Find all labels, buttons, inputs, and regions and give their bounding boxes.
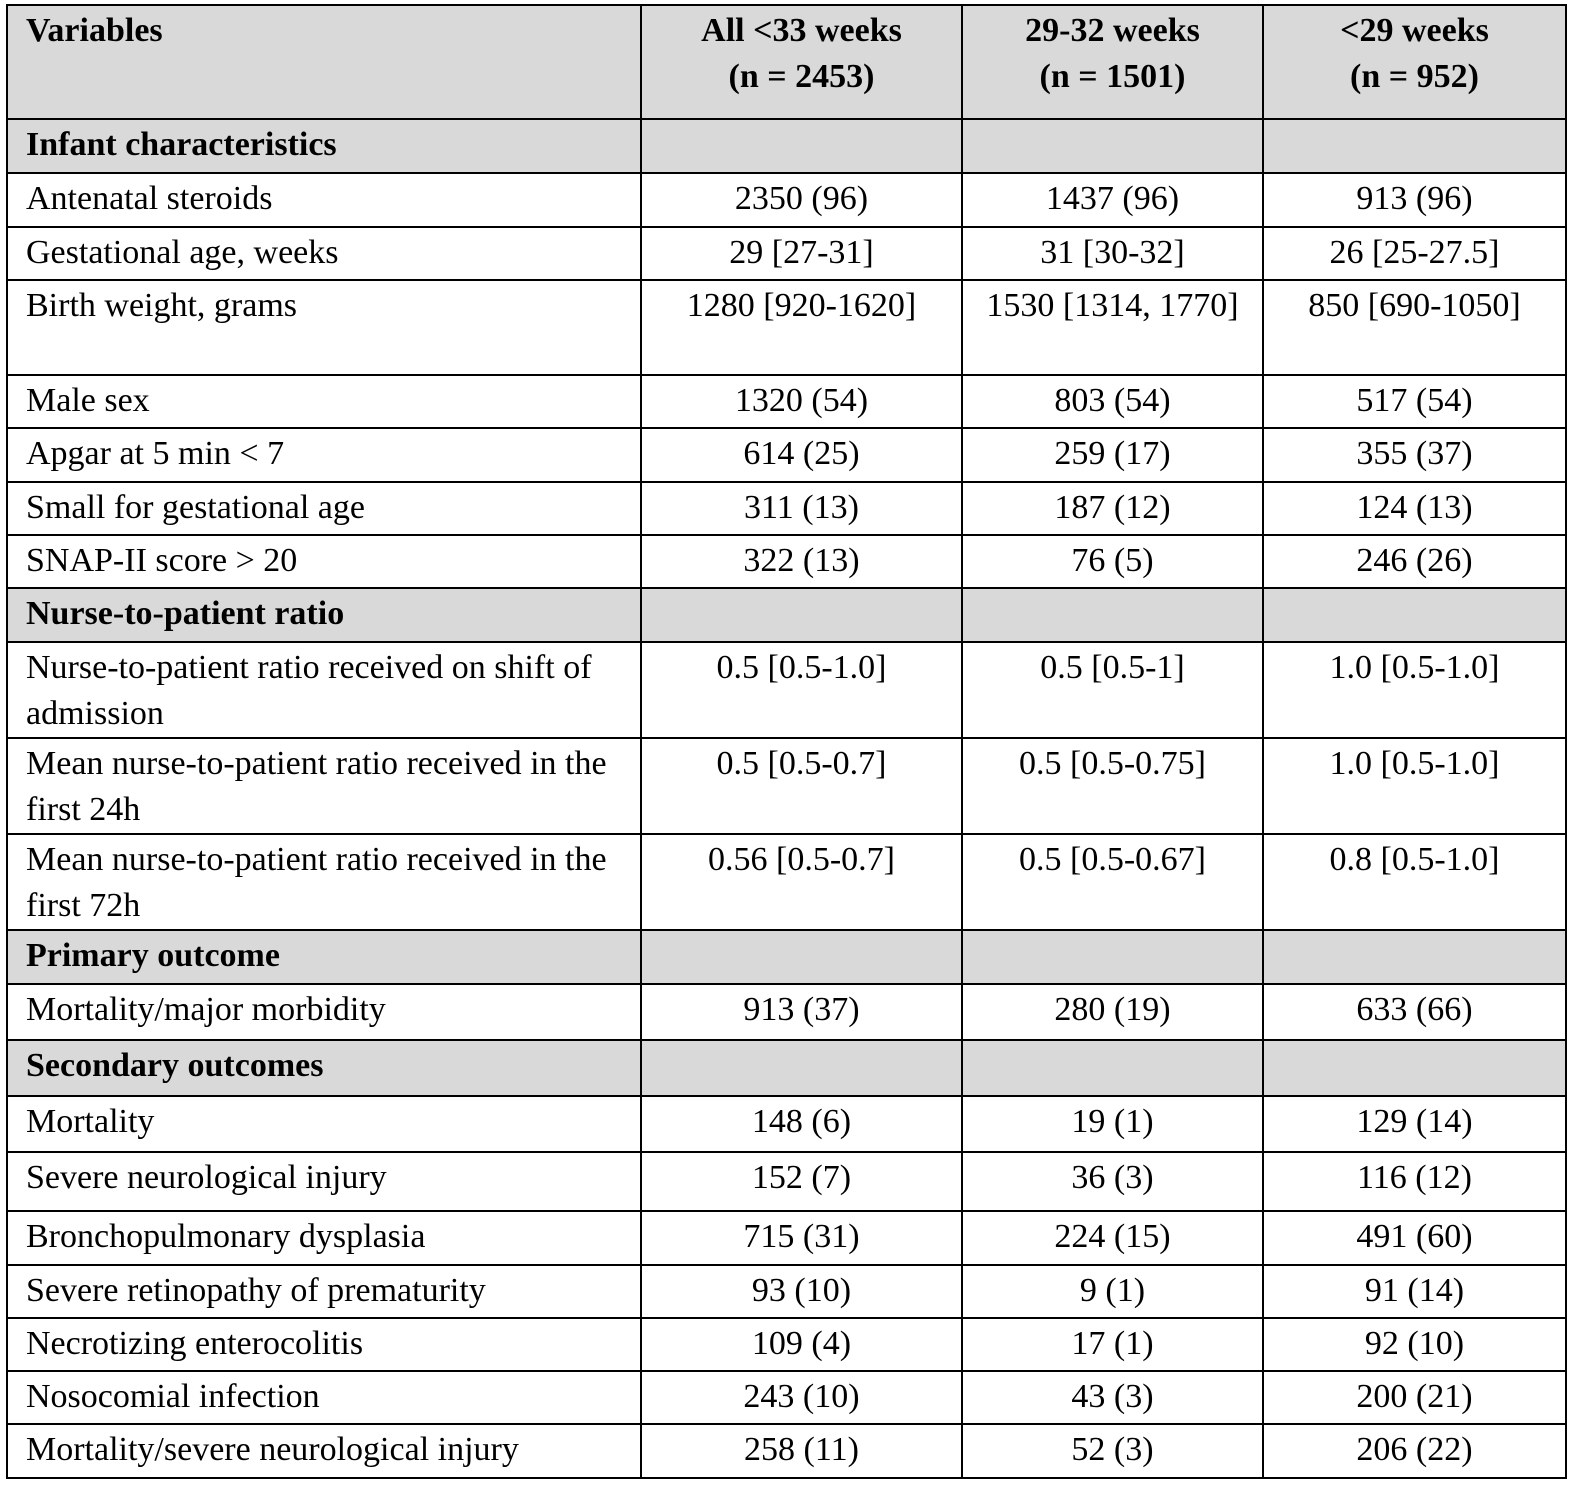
header-under-29 — [1263, 5, 1566, 119]
row-label: Mortality — [7, 1096, 641, 1152]
section-title: Secondary outcomes — [7, 1040, 641, 1096]
table-row — [7, 280, 1566, 375]
row-value: 850 [690-1050] — [1263, 280, 1566, 375]
row-value: 1280 [920-1620] — [641, 280, 962, 375]
header-29-32 — [962, 5, 1263, 119]
row-value: 187 (12) — [962, 482, 1263, 535]
row-value: 116 (12) — [1263, 1152, 1566, 1211]
header-29-32-n: (n = 1501) — [1039, 58, 1186, 95]
row-value: 148 (6) — [641, 1096, 962, 1152]
row-value: 1.0 [0.5-1.0] — [1263, 738, 1566, 834]
header-row — [7, 5, 1566, 119]
table-row — [7, 1318, 1566, 1371]
row-label: Male sex — [7, 375, 641, 428]
header-all-n: (n = 2453) — [728, 58, 875, 95]
table-row — [7, 1424, 1566, 1478]
table-row — [7, 834, 1566, 930]
table-row — [7, 1211, 1566, 1265]
row-value: 26 [25-27.5] — [1263, 227, 1566, 280]
row-value: 109 (4) — [641, 1318, 962, 1371]
row-value: 224 (15) — [962, 1211, 1263, 1265]
row-value: 129 (14) — [1263, 1096, 1566, 1152]
row-value: 0.5 [0.5-0.75] — [962, 738, 1263, 834]
row-label: Birth weight, grams — [7, 280, 641, 375]
table-row — [7, 1265, 1566, 1318]
row-value: 43 (3) — [962, 1371, 1263, 1424]
row-value: 36 (3) — [962, 1152, 1263, 1211]
row-label: Necrotizing enterocolitis — [7, 1318, 641, 1371]
row-label: Antenatal steroids — [7, 173, 641, 227]
row-label: Gestational age, weeks — [7, 227, 641, 280]
section-empty-cell — [641, 588, 962, 642]
table-body — [7, 119, 1566, 1478]
row-value: 1437 (96) — [962, 173, 1263, 227]
row-value: 17 (1) — [962, 1318, 1263, 1371]
row-value: 1.0 [0.5-1.0] — [1263, 642, 1566, 738]
row-value: 280 (19) — [962, 984, 1263, 1040]
table-row — [7, 535, 1566, 588]
data-table — [6, 4, 1567, 1479]
row-value: 0.8 [0.5-1.0] — [1263, 834, 1566, 930]
table-row — [7, 482, 1566, 535]
row-value: 124 (13) — [1263, 482, 1566, 535]
section-row — [7, 119, 1566, 173]
row-value: 311 (13) — [641, 482, 962, 535]
section-empty-cell — [1263, 588, 1566, 642]
row-value: 258 (11) — [641, 1424, 962, 1478]
header-29-32-label: 29-32 weeks — [1025, 12, 1200, 49]
row-value: 0.56 [0.5-0.7] — [641, 834, 962, 930]
section-empty-cell — [641, 1040, 962, 1096]
section-row — [7, 588, 1566, 642]
header-under-29-label: <29 weeks — [1340, 12, 1489, 49]
row-value: 206 (22) — [1263, 1424, 1566, 1478]
header-all-under-33 — [641, 5, 962, 119]
table-row — [7, 1152, 1566, 1211]
section-empty-cell — [1263, 119, 1566, 173]
row-value: 0.5 [0.5-0.7] — [641, 738, 962, 834]
table-row — [7, 227, 1566, 280]
section-title: Infant characteristics — [7, 119, 641, 173]
row-value: 0.5 [0.5-1.0] — [641, 642, 962, 738]
row-value: 1530 [1314, 1770] — [962, 280, 1263, 375]
row-value: 243 (10) — [641, 1371, 962, 1424]
section-empty-cell — [641, 930, 962, 984]
row-value: 9 (1) — [962, 1265, 1263, 1318]
row-value: 633 (66) — [1263, 984, 1566, 1040]
row-label: Severe retinopathy of prematurity — [7, 1265, 641, 1318]
row-value: 913 (96) — [1263, 173, 1566, 227]
row-label: Nosocomial infection — [7, 1371, 641, 1424]
row-label: Apgar at 5 min < 7 — [7, 428, 641, 482]
row-value: 246 (26) — [1263, 535, 1566, 588]
row-value: 92 (10) — [1263, 1318, 1566, 1371]
row-label: Mortality/severe neurological injury — [7, 1424, 641, 1478]
table-row — [7, 173, 1566, 227]
row-value: 1320 (54) — [641, 375, 962, 428]
row-value: 31 [30-32] — [962, 227, 1263, 280]
row-value: 52 (3) — [962, 1424, 1263, 1478]
section-empty-cell — [962, 588, 1263, 642]
row-value: 322 (13) — [641, 535, 962, 588]
row-value: 93 (10) — [641, 1265, 962, 1318]
row-label: Mean nurse-to-patient ratio received in the first 24h — [7, 738, 641, 834]
row-value: 913 (37) — [641, 984, 962, 1040]
row-value: 2350 (96) — [641, 173, 962, 227]
section-empty-cell — [962, 930, 1263, 984]
row-value: 19 (1) — [962, 1096, 1263, 1152]
table-row — [7, 1371, 1566, 1424]
table-row — [7, 428, 1566, 482]
row-label: SNAP-II score > 20 — [7, 535, 641, 588]
row-label: Nurse-to-patient ratio received on shift of admission — [7, 642, 641, 738]
header-all-label: All <33 weeks — [701, 12, 902, 49]
header-under-29-n: (n = 952) — [1350, 58, 1479, 95]
row-value: 152 (7) — [641, 1152, 962, 1211]
row-value: 0.5 [0.5-1] — [962, 642, 1263, 738]
table-header — [7, 5, 1566, 119]
table-row — [7, 1096, 1566, 1152]
section-empty-cell — [641, 119, 962, 173]
row-value: 355 (37) — [1263, 428, 1566, 482]
row-value: 29 [27-31] — [641, 227, 962, 280]
row-value: 803 (54) — [962, 375, 1263, 428]
table-row — [7, 984, 1566, 1040]
section-row — [7, 930, 1566, 984]
header-variables: Variables — [7, 5, 641, 119]
row-value: 517 (54) — [1263, 375, 1566, 428]
row-value: 491 (60) — [1263, 1211, 1566, 1265]
row-value: 715 (31) — [641, 1211, 962, 1265]
row-value: 259 (17) — [962, 428, 1263, 482]
row-label: Severe neurological injury — [7, 1152, 641, 1211]
row-value: 614 (25) — [641, 428, 962, 482]
section-empty-cell — [962, 119, 1263, 173]
table-row — [7, 642, 1566, 738]
row-value: 91 (14) — [1263, 1265, 1566, 1318]
row-label: Bronchopulmonary dysplasia — [7, 1211, 641, 1265]
section-empty-cell — [1263, 930, 1566, 984]
section-title: Primary outcome — [7, 930, 641, 984]
row-value: 76 (5) — [962, 535, 1263, 588]
row-label: Mortality/major morbidity — [7, 984, 641, 1040]
section-row — [7, 1040, 1566, 1096]
row-value: 200 (21) — [1263, 1371, 1566, 1424]
section-empty-cell — [962, 1040, 1263, 1096]
row-label: Mean nurse-to-patient ratio received in the first 72h — [7, 834, 641, 930]
table-row — [7, 375, 1566, 428]
table-row — [7, 738, 1566, 834]
row-value: 0.5 [0.5-0.67] — [962, 834, 1263, 930]
section-title: Nurse-to-patient ratio — [7, 588, 641, 642]
section-empty-cell — [1263, 1040, 1566, 1096]
row-label: Small for gestational age — [7, 482, 641, 535]
